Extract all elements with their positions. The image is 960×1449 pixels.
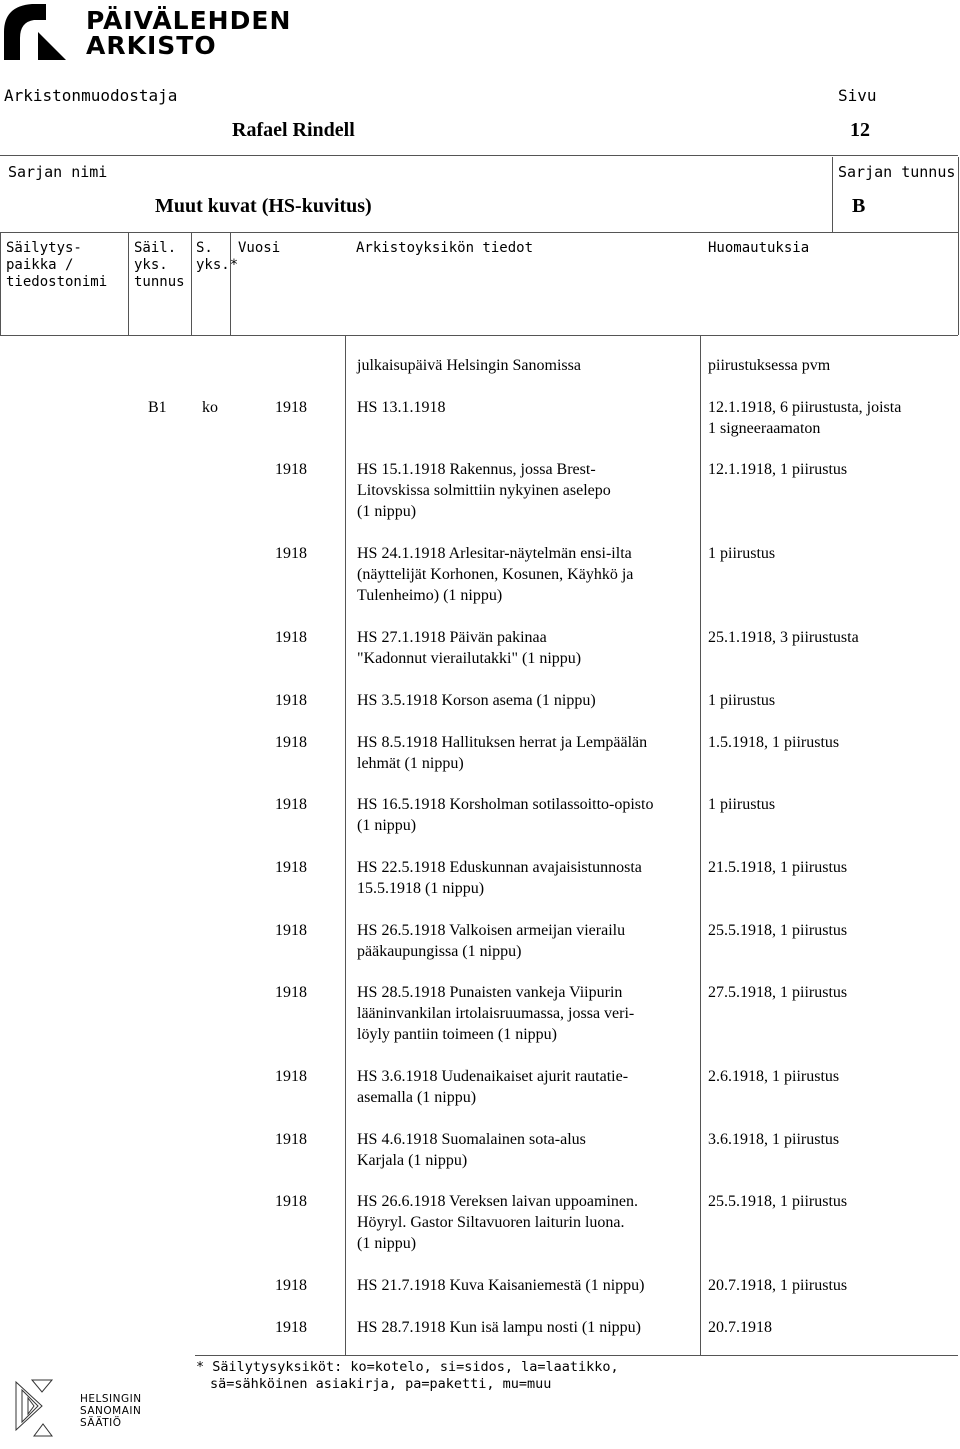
col-storage-header: Säilytys- paikka / tiedostonimi	[6, 240, 108, 290]
col-unit-type-header: S. yks.*	[196, 240, 239, 273]
row-notes: 27.5.1918, 1 piirustus	[708, 984, 848, 1001]
row-year: 1918	[275, 922, 307, 939]
row-details: HS 26.5.1918 Valkoisen armeijan vierailu pääkaupungissa (1 nippu)	[357, 922, 626, 960]
details-subheader: julkaisupäivä Helsingin Sanomissa	[357, 357, 581, 374]
logo-line-1: PÄIVÄLEHDEN	[86, 6, 292, 35]
row-year: 1918	[275, 1131, 307, 1148]
row-details: HS 3.6.1918 Uudenaikaiset ajurit rautatie- asemalla (1 nippu)	[357, 1068, 629, 1106]
row-unit-type: ko	[202, 399, 218, 416]
row-notes: 2.6.1918, 1 piirustus	[708, 1068, 840, 1085]
foundation-emblem-icon	[12, 1376, 78, 1442]
row-details: HS 3.5.1918 Korson asema (1 nippu)	[357, 692, 596, 709]
row-details: HS 28.5.1918 Punaisten vankeja Viipurin lääninvankilan irtolaisruumassa, jossa veri- löyly pantiin toimeen (1 nippu)	[357, 984, 635, 1043]
foundation-line-2: SANOMAIN	[80, 1405, 142, 1417]
row-details: HS 8.5.1918 Hallituksen herrat ja Lempäälän lehmät (1 nippu)	[357, 734, 648, 772]
row-details: HS 15.1.1918 Rakennus, jossa Brest- Litovskissa solmittiin nykyinen aselepo (1 nippu)	[357, 461, 611, 520]
row-notes: 25.5.1918, 1 piirustus	[708, 922, 848, 939]
header-divider	[0, 155, 958, 156]
notes-subheader: piirustuksessa pvm	[708, 357, 831, 374]
row-details: HS 13.1.1918	[357, 399, 446, 416]
creator-label: Arkistonmuodostaja	[4, 86, 178, 105]
row-details: HS 21.7.1918 Kuva Kaisaniemestä (1 nippu)	[357, 1277, 645, 1294]
row-notes: 1 piirustus	[708, 796, 776, 813]
notes-column-line	[700, 335, 701, 1355]
row-details: HS 26.6.1918 Vereksen laivan uppoaminen. Höyryl. Gastor Siltavuoren laiturin luona. (1 nippu)	[357, 1193, 638, 1252]
series-id-label: Sarjan tunnus	[838, 163, 956, 181]
row-notes: 21.5.1918, 1 piirustus	[708, 859, 848, 876]
footnote-line-1: * Säilytysyksiköt: ko=kotelo, si=sidos, la=laatikko,	[196, 1359, 619, 1375]
row-year: 1918	[275, 461, 307, 478]
row-year: 1918	[275, 1277, 307, 1294]
row-details: HS 16.5.1918 Korsholman sotilassoitto-opisto (1 nippu)	[357, 796, 654, 834]
details-column-line	[345, 335, 346, 1355]
row-year: 1918	[275, 399, 307, 416]
row-notes: 1 piirustus	[708, 692, 776, 709]
row-notes: 12.1.1918, 1 piirustus	[708, 461, 848, 478]
row-notes: 25.1.1918, 3 piirustusta	[708, 629, 859, 646]
col-notes-header: Huomautuksia	[708, 240, 810, 256]
row-year: 1918	[275, 796, 307, 813]
row-year: 1918	[275, 692, 307, 709]
row-year: 1918	[275, 859, 307, 876]
series-id-value: B	[852, 195, 866, 217]
page-label: Sivu	[838, 86, 877, 105]
row-details: HS 22.5.1918 Eduskunnan avajaisistunnosta 15.5.1918 (1 nippu)	[357, 859, 642, 897]
col-year-header: Vuosi	[238, 240, 281, 256]
foundation-line-3: SÄÄTIÖ	[80, 1417, 122, 1429]
series-name-label: Sarjan nimi	[8, 163, 108, 181]
logo-line-2: ARKISTO	[86, 31, 217, 60]
row-details: HS 27.1.1918 Päivän pakinaa "Kadonnut vierailutakki" (1 nippu)	[357, 629, 582, 667]
row-notes: 20.7.1918, 1 piirustus	[708, 1277, 848, 1294]
col-unit-id-header: Säil. yks. tunnus	[134, 240, 185, 290]
footnote-line-2: sä=sähköinen asiakirja, pa=paketti, mu=muu	[210, 1376, 552, 1392]
row-notes: 3.6.1918, 1 piirustus	[708, 1131, 840, 1148]
table-bottom-line	[195, 1355, 958, 1356]
row-year: 1918	[275, 1319, 307, 1336]
row-year: 1918	[275, 1068, 307, 1085]
row-notes: 1 piirustus	[708, 545, 776, 562]
row-notes: 20.7.1918	[708, 1319, 772, 1336]
row-details: HS 28.7.1918 Kun isä lampu nosti (1 nippu)	[357, 1319, 641, 1336]
row-year: 1918	[275, 984, 307, 1001]
row-details: HS 24.1.1918 Arlesitar-näytelmän ensi-ilta (näyttelijät Korhonen, Kosunen, Käyhkö ja Tulenheimo) (1 nippu)	[357, 545, 634, 604]
col-details-header: Arkistoyksikön tiedot	[356, 240, 534, 256]
series-name-value: Muut kuvat (HS-kuvitus)	[155, 195, 372, 217]
row-notes: 25.5.1918, 1 piirustus	[708, 1193, 848, 1210]
row-year: 1918	[275, 545, 307, 562]
row-year: 1918	[275, 1193, 307, 1210]
creator-value: Rafael Rindell	[232, 119, 355, 141]
row-year: 1918	[275, 629, 307, 646]
page-value: 12	[850, 119, 870, 141]
foundation-line-1: HELSINGIN	[80, 1393, 142, 1405]
row-year: 1918	[275, 734, 307, 751]
row-notes: 1.5.1918, 1 piirustus	[708, 734, 840, 751]
row-unit-id: B1	[148, 399, 167, 416]
row-notes: 12.1.1918, 6 piirustusta, joista 1 signeeraamaton	[708, 399, 902, 437]
row-details: HS 4.6.1918 Suomalainen sota-alus Karjala (1 nippu)	[357, 1131, 586, 1169]
archive-logo-icon	[2, 2, 74, 62]
